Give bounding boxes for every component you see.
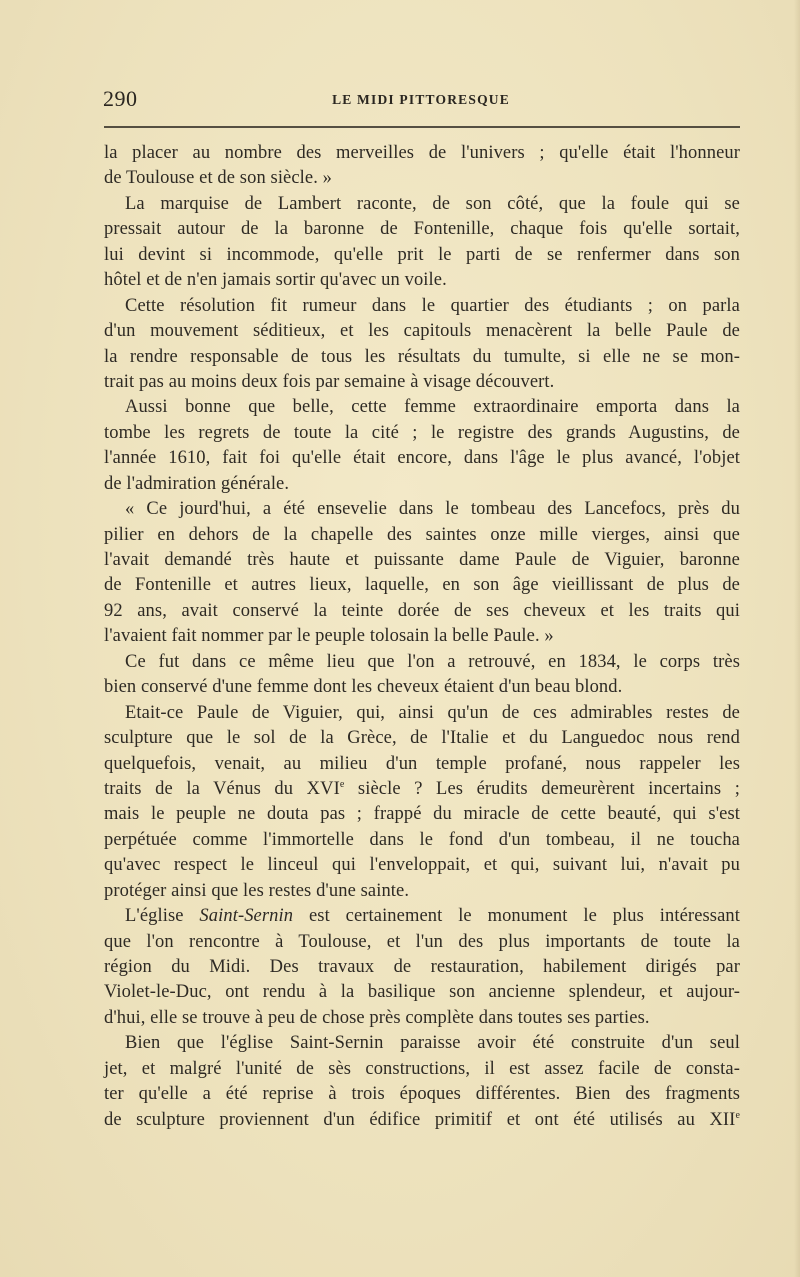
text-line: de Fontenille et autres lieux, laquelle, en son âge vieillissant de plus de bbox=[104, 575, 740, 596]
text-segment: est certainement le monument le plus intéressant bbox=[293, 906, 740, 927]
running-title: LE MIDI PITTORESQUE bbox=[332, 92, 510, 107]
superscript: e bbox=[339, 778, 345, 790]
text-line: pressait autour de la baronne de Fontenille, chaque fois qu'elle sortait, bbox=[104, 219, 740, 240]
text-line: Aussi bonne que belle, cette femme extraordinaire emporta dans la bbox=[125, 397, 740, 418]
text-line: quelquefois, venait, au milieu d'un temple profané, nous rappeler les bbox=[104, 753, 740, 774]
text-segment: traits de la Vénus du XVI bbox=[104, 778, 340, 799]
text-segment: siècle ? Les érudits demeurèrent incertains ; bbox=[344, 778, 740, 799]
text-line: sculpture que le sol de la Grèce, de l'Italie et du Languedoc nous rend bbox=[104, 728, 740, 749]
text-segment: de sculpture proviennent d'un édifice primitif et ont été utilisés au XII bbox=[104, 1109, 736, 1130]
text-line bbox=[104, 777, 740, 802]
text-line: perpétuée comme l'immortelle dans le fond d'un tombeau, il ne toucha bbox=[104, 829, 740, 850]
text-line: 92 ans, avait conservé la teinte dorée de ses cheveux et les traits qui bbox=[104, 600, 740, 621]
running-head bbox=[103, 86, 739, 114]
body-text bbox=[104, 141, 740, 1133]
text-line: protéger ainsi que les restes d'une sainte. bbox=[104, 880, 410, 901]
text-line: bien conservé d'une femme dont les cheveux étaient d'un beau blond. bbox=[104, 677, 623, 698]
text-line: La marquise de Lambert raconte, de son côté, que la foule qui se bbox=[125, 193, 740, 214]
text-line: la placer au nombre des merveilles de l'univers ; qu'elle était l'honneur bbox=[104, 143, 740, 163]
text-line: la rendre responsable de tous les résultats du tumulte, si elle ne se mon- bbox=[104, 346, 740, 367]
text-line: ter qu'elle a été reprise à trois époques différentes. Bien des fragments bbox=[104, 1084, 740, 1105]
text-line: jet, et malgré l'unité de sès constructions, il est assez facile de consta- bbox=[104, 1058, 740, 1079]
text-line: d'un mouvement séditieux, et les capitouls menacèrent la belle Paule de bbox=[104, 321, 740, 342]
text-line: Cette résolution fit rumeur dans le quartier des étudiants ; on parla bbox=[125, 295, 740, 316]
superscript: e bbox=[735, 1109, 740, 1121]
page-number: 290 bbox=[103, 86, 138, 111]
text-line: lui devint si incommode, qu'elle prit le parti de se renfermer dans son bbox=[104, 244, 740, 265]
text-line: l'avaient fait nommer par le peuple tolosain la belle Paule. » bbox=[104, 626, 554, 647]
header-rule bbox=[104, 126, 740, 128]
text-line: Bien que l'église Saint-Sernin paraisse avoir été construite d'un seul bbox=[125, 1033, 740, 1054]
text-line: que l'on rencontre à Toulouse, et l'un des plus importants de toute la bbox=[104, 931, 740, 952]
text-line: l'année 1610, fait foi qu'elle était encore, dans l'âge le plus avancé, l'objet bbox=[104, 448, 740, 469]
text-line: Ce fut dans ce même lieu que l'on a retrouvé, en 1834, le corps très bbox=[125, 651, 740, 672]
text-line: d'hui, elle se trouve à peu de chose près complète dans toutes ses parties. bbox=[104, 1007, 650, 1028]
text-line: Violet-le-Duc, ont rendu à la basilique son ancienne splendeur, et aujour- bbox=[104, 982, 740, 1003]
text-line: l'avait demandé très haute et puissante dame Paule de Viguier, baronne bbox=[104, 550, 740, 570]
text-line: tombe les regrets de toute la cité ; le registre des grands Augustins, de bbox=[104, 422, 740, 443]
text-line: de Toulouse et de son siècle. » bbox=[104, 168, 333, 189]
text-line: mais le peuple ne douta pas ; frappé du miracle de cette beauté, qui s'est bbox=[104, 804, 740, 825]
text-line bbox=[104, 1108, 740, 1133]
page-edge-shadow bbox=[794, 0, 800, 1277]
italic-church-name: Saint-Sernin bbox=[199, 906, 294, 927]
text-line: de l'admiration générale. bbox=[104, 473, 290, 494]
text-line: qu'avec respect le linceul qui l'enveloppait, et qui, suivant lui, n'avait pu bbox=[104, 855, 740, 876]
text-line: hôtel et de n'en jamais sortir qu'avec un voile. bbox=[104, 270, 447, 291]
text-line: pilier en dehors de la chapelle des saintes onze mille vierges, ainsi que bbox=[104, 524, 740, 545]
text-segment: L'église bbox=[125, 906, 200, 927]
text-line bbox=[104, 904, 740, 929]
text-line: région du Midi. Des travaux de restauration, habilement dirigés par bbox=[104, 957, 740, 977]
text-line: trait pas au moins deux fois par semaine à visage découvert. bbox=[104, 371, 555, 392]
text-line: « Ce jourd'hui, a été ensevelie dans le tombeau des Lancefocs, près du bbox=[125, 499, 740, 520]
text-line: Etait-ce Paule de Viguier, qui, ainsi qu'un de ces admirables restes de bbox=[125, 702, 740, 723]
